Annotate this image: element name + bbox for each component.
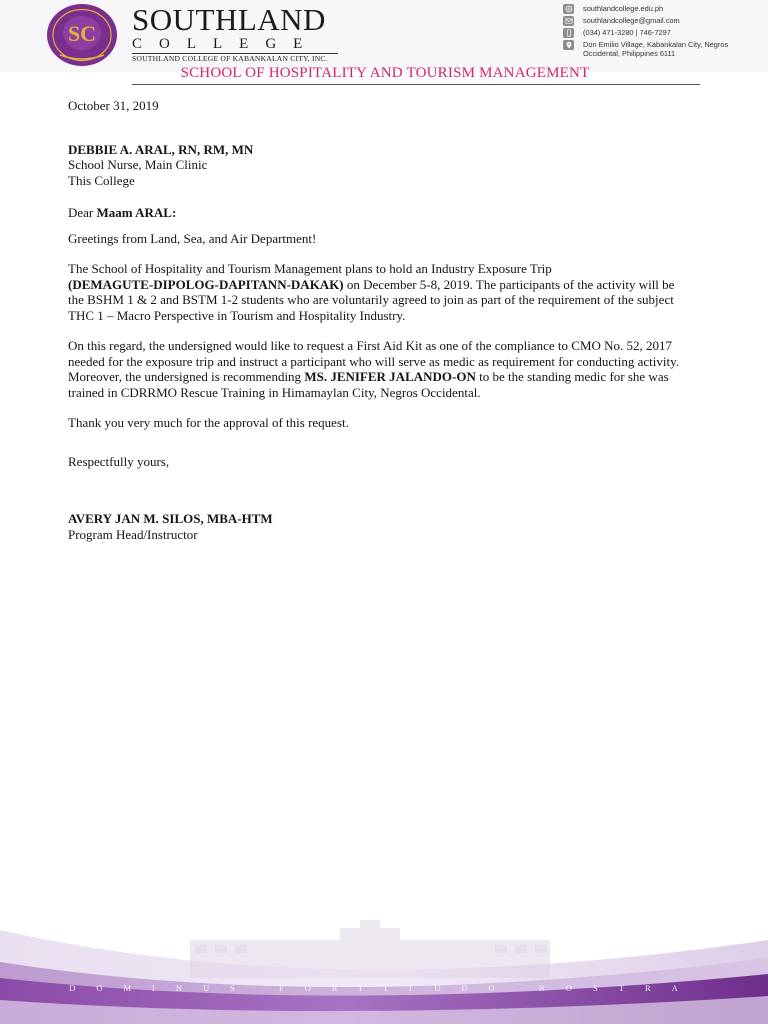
salutation-name: Maam ARAL: xyxy=(96,205,177,220)
college-seal-logo xyxy=(46,3,118,67)
addressee-block xyxy=(68,142,688,189)
svg-text:SC: SC xyxy=(67,21,97,46)
addressee-organization: This College xyxy=(68,172,135,188)
signatory-title: Program Head/Instructor xyxy=(68,526,198,542)
addressee-position: School Nurse, Main Clinic xyxy=(68,157,208,172)
salutation-prefix: Dear xyxy=(68,205,97,220)
address-text: Don Emilio Village, Kabankalan City, Negros Occidental, Philippines 6111 xyxy=(583,40,729,58)
paragraph-request-text: On this regard, the undersigned would like to request a First Aid Kit as one of the compliance to CMO No. 52, 2017 needed for the exposure trip and instruct a participant who will serve as medic as requirement for conducting activity. Moreover, the undersigned is recommending xyxy=(68,338,680,384)
complimentary-close: Respectfully yours, xyxy=(68,453,170,469)
paragraph-request xyxy=(68,338,688,400)
email-text: southlandcollege@gmail.com xyxy=(583,16,680,25)
header-divider xyxy=(132,84,700,85)
contact-website xyxy=(563,4,763,15)
paragraph-trip xyxy=(68,261,688,323)
brand-subtitle: COLLEGE xyxy=(132,36,320,52)
website-text: southlandcollege.edu.ph xyxy=(583,4,664,13)
location-pin-icon xyxy=(563,40,574,50)
brand-name: SOUTHLAND xyxy=(132,2,326,37)
school-department-heading: SCHOOL OF HOSPITALITY AND TOURISM MANAGEMENT xyxy=(180,65,590,81)
paragraph-trip-details: on December 5-8, 2019. The participants of the activity will be the BSHM 1 & 2 and BSTM 1-2 students who are voluntarily agreed to join as part of the requirement of the subject THC 1 – Macro Perspective in Tourism and Hospitality Industry. xyxy=(68,276,675,323)
paragraph-request-tail: to be the standing medic for she was trained in CDRRMO Rescue Training in Himamaylan City, Negros Occidental. xyxy=(68,369,669,400)
paragraph-trip-intro: The School of Hospitality and Tourism Management plans to hold an Industry Exposure Trip xyxy=(68,261,552,276)
contact-block xyxy=(563,4,763,61)
footer-campus-artwork xyxy=(0,900,768,1024)
thank-you-line: Thank you very much for the approval of this request. xyxy=(68,415,349,430)
letter-body xyxy=(68,98,688,542)
brand-block xyxy=(132,4,352,64)
contact-address xyxy=(563,40,763,60)
globe-icon xyxy=(563,4,574,14)
contact-email xyxy=(563,16,763,27)
contact-phone xyxy=(563,28,763,39)
greeting-line: Greetings from Land, Sea, and Air Department! xyxy=(68,230,317,246)
recommended-medic: MS. JENIFER JALANDO-ON xyxy=(304,369,476,384)
mail-icon xyxy=(563,16,574,26)
trip-route: (DEMAGUTE-DIPOLOG-DAPITANN-DAKAK) xyxy=(68,276,344,292)
letter-date: October 31, 2019 xyxy=(68,98,159,113)
phone-text: (034) 471-3280 | 746-7297 xyxy=(583,28,671,37)
salutation xyxy=(68,205,688,221)
footer-motto: DOMINUS FORTITUDO NOSTRA xyxy=(69,983,699,993)
phone-icon xyxy=(563,28,574,38)
addressee-name: DEBBIE A. ARAL, RN, RM, MN xyxy=(68,141,254,157)
signatory-name: AVERY JAN M. SILOS, MBA-HTM xyxy=(68,511,273,526)
brand-corporate-name: SOUTHLAND COLLEGE OF KABANKALAN CITY, INC. xyxy=(132,54,328,63)
